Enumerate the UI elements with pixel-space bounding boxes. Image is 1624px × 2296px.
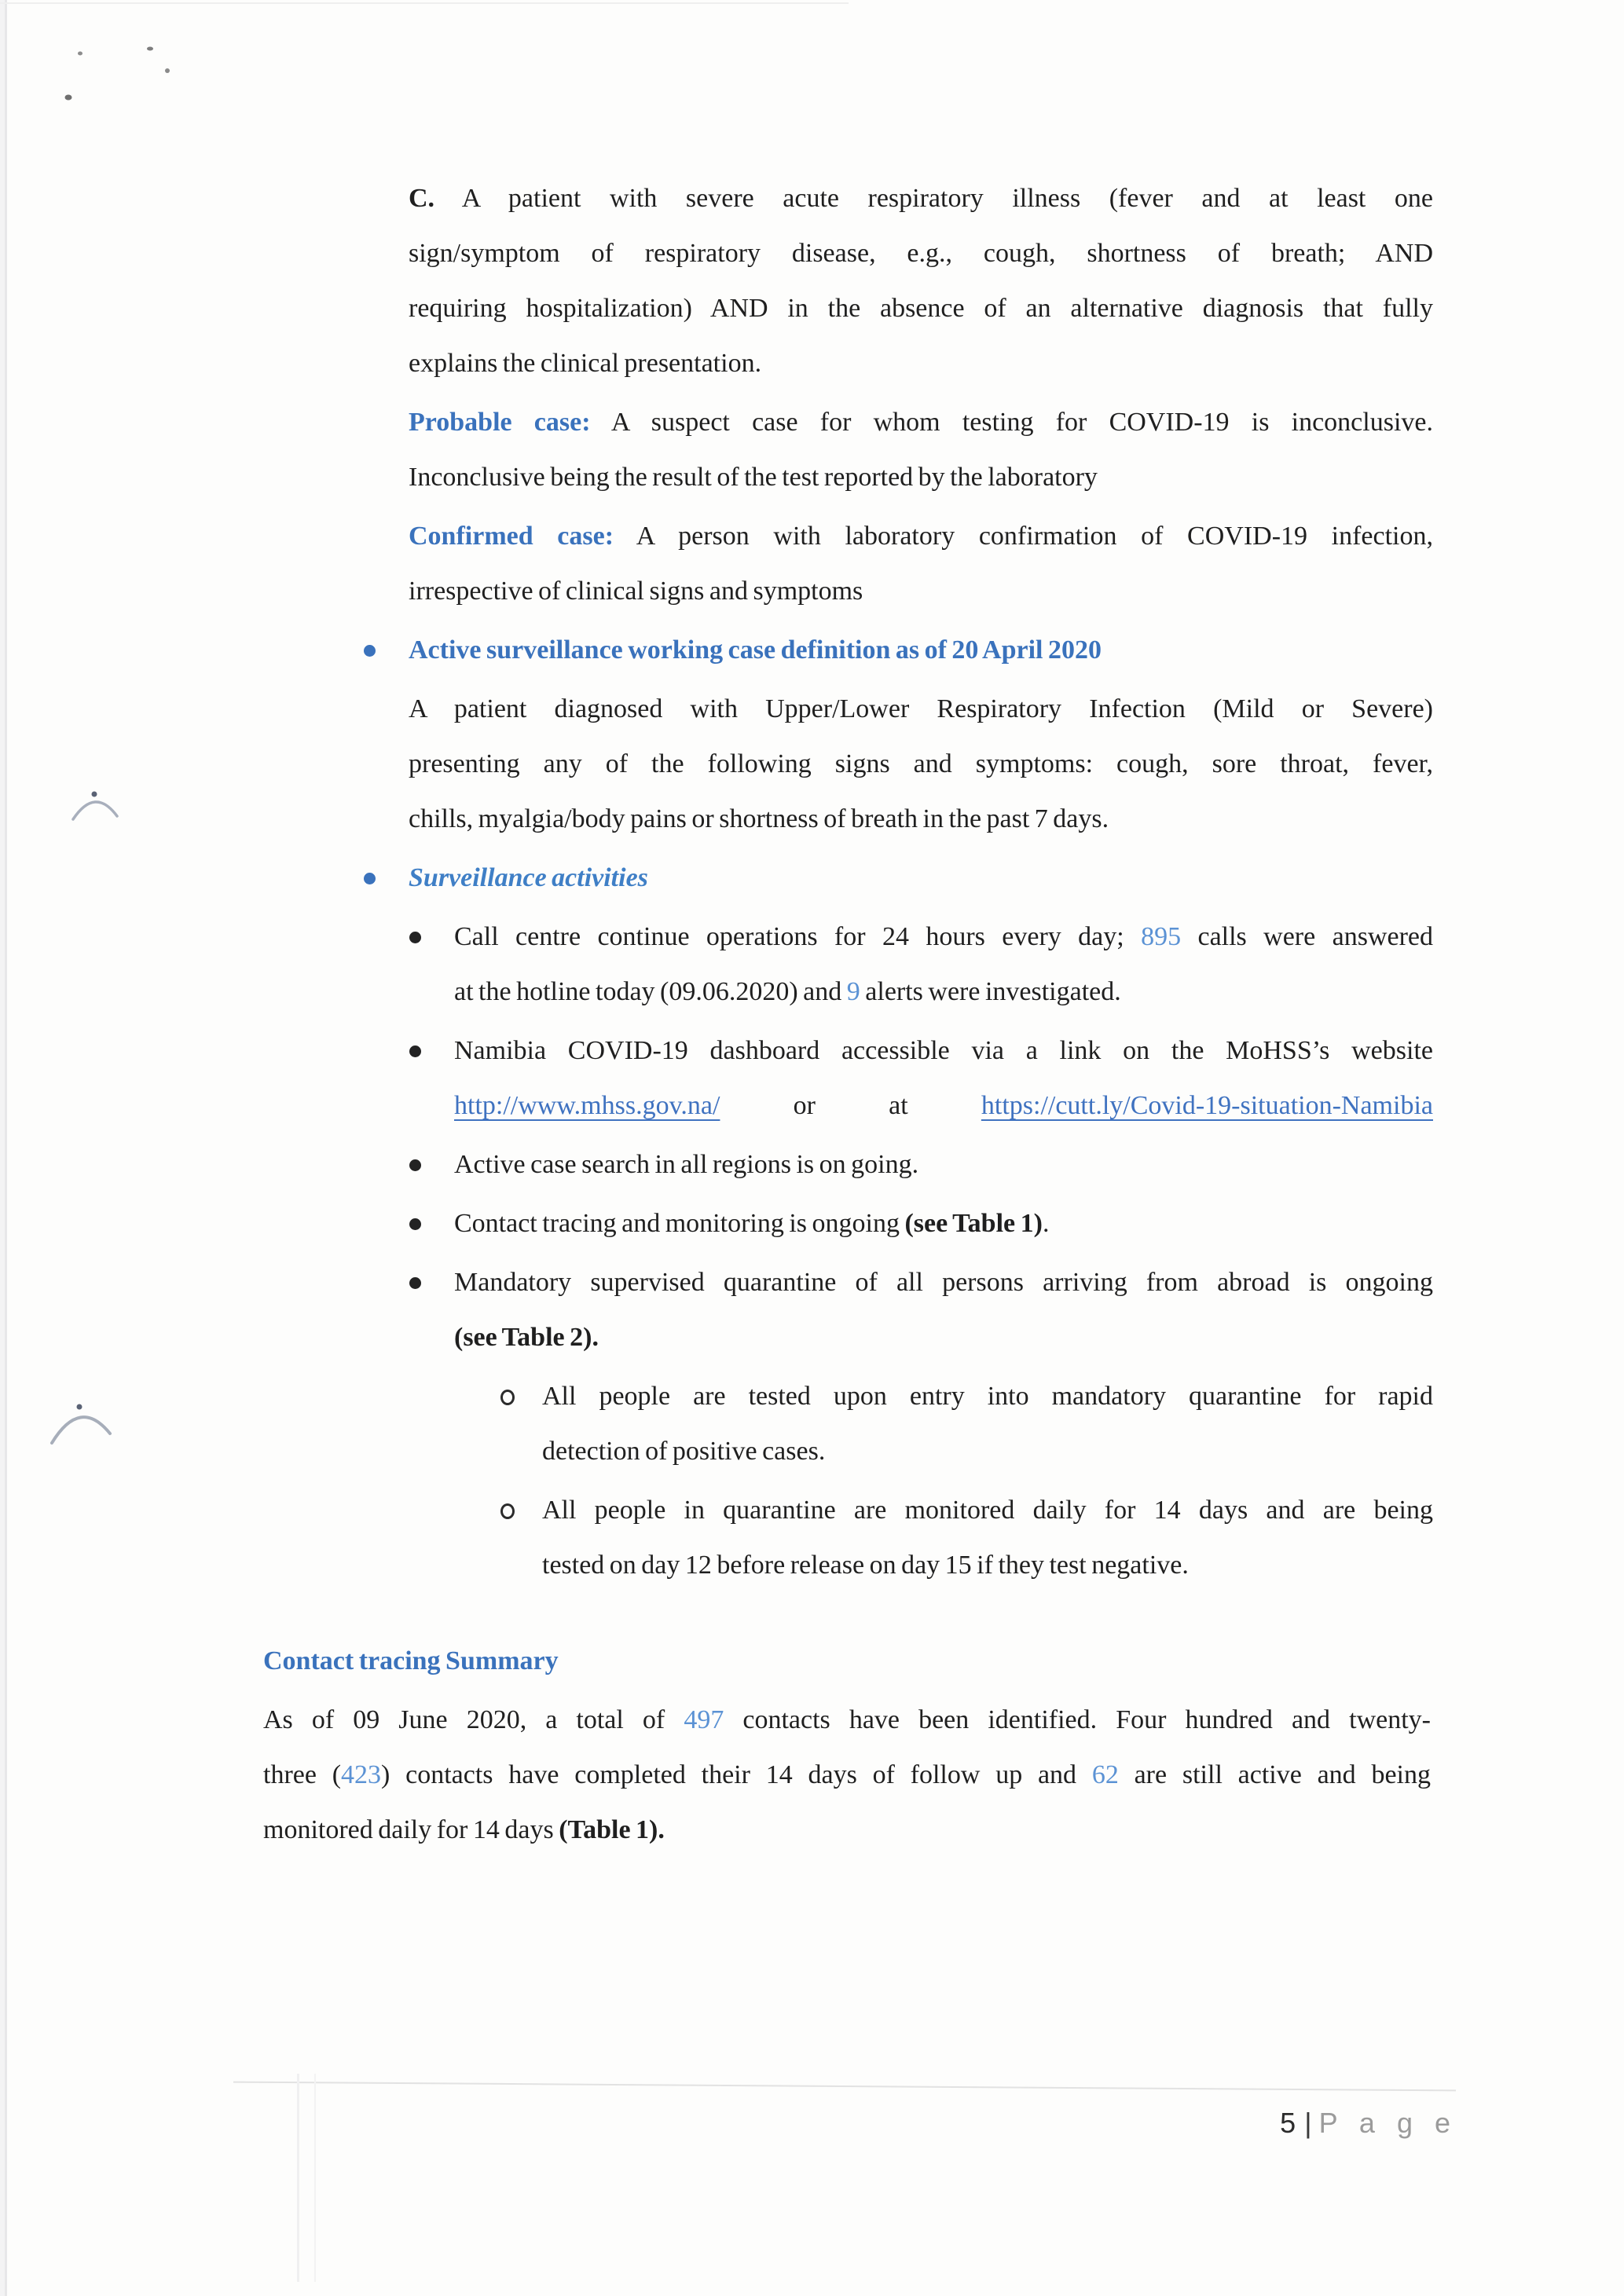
text-line bbox=[409, 395, 1433, 450]
text-line bbox=[409, 226, 1433, 281]
footer-page-label: P a g e bbox=[1318, 2107, 1457, 2139]
text-line bbox=[542, 1538, 1433, 1593]
text-run: (see Table 1) bbox=[904, 1209, 1043, 1238]
text-run: As of 09 June 2020, a total of bbox=[263, 1705, 684, 1734]
active-surveillance-definition-paragraph bbox=[409, 682, 1433, 847]
text-run: monitored daily for 14 days bbox=[263, 1815, 559, 1844]
text-run: C. bbox=[409, 184, 435, 213]
text-run: Probable case: bbox=[409, 408, 591, 437]
text-run: requiring hospitalization) AND in the absence of an alternative diagnosis that fully bbox=[409, 294, 1433, 323]
dashboard-bullet bbox=[454, 1023, 1433, 1133]
text-line bbox=[454, 1310, 1433, 1365]
text-run: Contact tracing Summary bbox=[263, 1646, 559, 1675]
text-run: . bbox=[1042, 1209, 1050, 1238]
text-run: alerts were investigated. bbox=[860, 977, 1121, 1006]
text-line bbox=[263, 1803, 1431, 1858]
text-run: explains the clinical presentation. bbox=[409, 349, 762, 378]
text-run: are still active and being bbox=[1118, 1760, 1431, 1789]
case-definition-c-paragraph bbox=[409, 171, 1433, 391]
quarantine-monitoring-subbullet bbox=[542, 1483, 1433, 1593]
text-run: 423 bbox=[341, 1760, 382, 1789]
text-line bbox=[263, 1634, 1431, 1689]
text-line bbox=[263, 1748, 1431, 1803]
text-run: 62 bbox=[1091, 1760, 1119, 1789]
mandatory-quarantine-bullet bbox=[454, 1255, 1433, 1365]
text-line bbox=[409, 564, 1433, 619]
text-run: calls were answered bbox=[1181, 922, 1433, 951]
text-run: tested on day 12 before release on day 15 if they test negative. bbox=[542, 1551, 1189, 1580]
text-run: Active surveillance working case definition as of 20 April 2020 bbox=[409, 635, 1102, 665]
text-run: contacts have been identified. Four hundred and twenty- bbox=[724, 1705, 1431, 1734]
text-run: All people in quarantine are monitored daily for 14 days and are being bbox=[542, 1496, 1433, 1525]
text-line bbox=[263, 1693, 1431, 1748]
text-run: Surveillance activities bbox=[409, 863, 648, 892]
text-run: detection of positive cases. bbox=[542, 1437, 826, 1466]
text-line bbox=[454, 965, 1433, 1020]
text-line bbox=[409, 792, 1433, 847]
text-run: 497 bbox=[684, 1705, 724, 1734]
text-run: irrespective of clinical signs and symptoms bbox=[409, 577, 863, 606]
text-run: Inconclusive being the result of the test reported by the laboratory bbox=[409, 463, 1098, 492]
text-run: sign/symptom of respiratory disease, e.g., cough, shortness of breath; AND bbox=[409, 239, 1433, 268]
text-run: three ( bbox=[263, 1760, 342, 1789]
text-line bbox=[409, 682, 1433, 737]
scan-vertical-band bbox=[297, 2074, 299, 2282]
active-case-search-bullet bbox=[454, 1137, 1433, 1192]
text-run: Mandatory supervised quarantine of all persons arriving from abroad is ongoing bbox=[454, 1268, 1433, 1297]
text-run: presenting any of the following signs and symptoms: cough, sore throat, fever, bbox=[409, 749, 1433, 778]
text-line bbox=[542, 1369, 1433, 1424]
text-run: 895 bbox=[1141, 922, 1182, 951]
text-run: All people are tested upon entry into mandatory quarantine for rapid bbox=[542, 1382, 1433, 1411]
call-centre-bullet bbox=[454, 910, 1433, 1020]
hyperlink[interactable]: https://cutt.ly/Covid-19-situation-Namibia bbox=[981, 1091, 1433, 1120]
text-run: A patient with severe acute respiratory illness (fever and at least one bbox=[434, 184, 1433, 213]
hyperlink[interactable]: http://www.mhss.gov.na/ bbox=[454, 1091, 720, 1120]
confirmed-case-paragraph bbox=[409, 509, 1433, 619]
testing-on-entry-subbullet bbox=[542, 1369, 1433, 1479]
text-line bbox=[454, 1078, 1433, 1133]
text-run: 9 bbox=[846, 977, 860, 1006]
text-line bbox=[454, 1255, 1433, 1310]
text-line bbox=[409, 450, 1433, 505]
active-surveillance-heading-item bbox=[409, 623, 1433, 678]
text-line bbox=[409, 171, 1433, 226]
text-run: or at bbox=[720, 1091, 981, 1120]
text-run: at the hotline today (09.06.2020) and bbox=[454, 977, 847, 1006]
text-run: (Table 1). bbox=[559, 1815, 665, 1844]
text-run: Contact tracing and monitoring is ongoing bbox=[454, 1209, 905, 1238]
contact-tracing-summary-paragraph bbox=[263, 1693, 1431, 1858]
text-line bbox=[542, 1424, 1433, 1479]
text-line bbox=[409, 281, 1433, 336]
contact-tracing-summary-heading bbox=[263, 1634, 1431, 1689]
text-run: chills, myalgia/body pains or shortness of breath in the past 7 days. bbox=[409, 804, 1109, 833]
text-run: A patient diagnosed with Upper/Lower Respiratory Infection (Mild or Severe) bbox=[409, 694, 1433, 723]
text-run: (see Table 2). bbox=[454, 1323, 599, 1352]
text-line bbox=[542, 1483, 1433, 1538]
text-line bbox=[454, 1137, 1433, 1192]
document-body bbox=[0, 171, 1624, 1862]
text-line bbox=[409, 737, 1433, 792]
text-run: A suspect case for whom testing for COVID-19 is inconclusive. bbox=[590, 408, 1433, 437]
text-line bbox=[409, 336, 1433, 391]
page-number: 5 bbox=[1280, 2107, 1296, 2139]
text-line bbox=[454, 1023, 1433, 1078]
footer-separator: | bbox=[1304, 2107, 1312, 2139]
text-run: Active case search in all regions is on going. bbox=[454, 1150, 919, 1179]
footer-rule-line bbox=[233, 2082, 1456, 2092]
probable-case-paragraph bbox=[409, 395, 1433, 505]
text-line bbox=[454, 910, 1433, 965]
contact-tracing-monitoring-bullet bbox=[454, 1196, 1433, 1251]
text-run: Confirmed case: bbox=[409, 522, 614, 551]
text-run: Namibia COVID-19 dashboard accessible via a link on the MoHSS’s website bbox=[454, 1036, 1433, 1065]
text-run: ) contacts have completed their 14 days of follow up and bbox=[381, 1760, 1092, 1789]
text-line bbox=[409, 851, 1433, 906]
text-line bbox=[454, 1196, 1433, 1251]
pen-specks bbox=[65, 47, 170, 101]
text-line bbox=[409, 623, 1433, 678]
text-line bbox=[409, 509, 1433, 564]
page-footer bbox=[1280, 2107, 1457, 2140]
text-run: A person with laboratory confirmation of COVID-19 infection, bbox=[614, 522, 1433, 551]
surveillance-activities-heading-item bbox=[409, 851, 1433, 906]
scan-top-edge-line bbox=[0, 2, 849, 4]
text-run: Call centre continue operations for 24 hours every day; bbox=[454, 922, 1142, 951]
scan-vertical-band bbox=[314, 2074, 316, 2282]
